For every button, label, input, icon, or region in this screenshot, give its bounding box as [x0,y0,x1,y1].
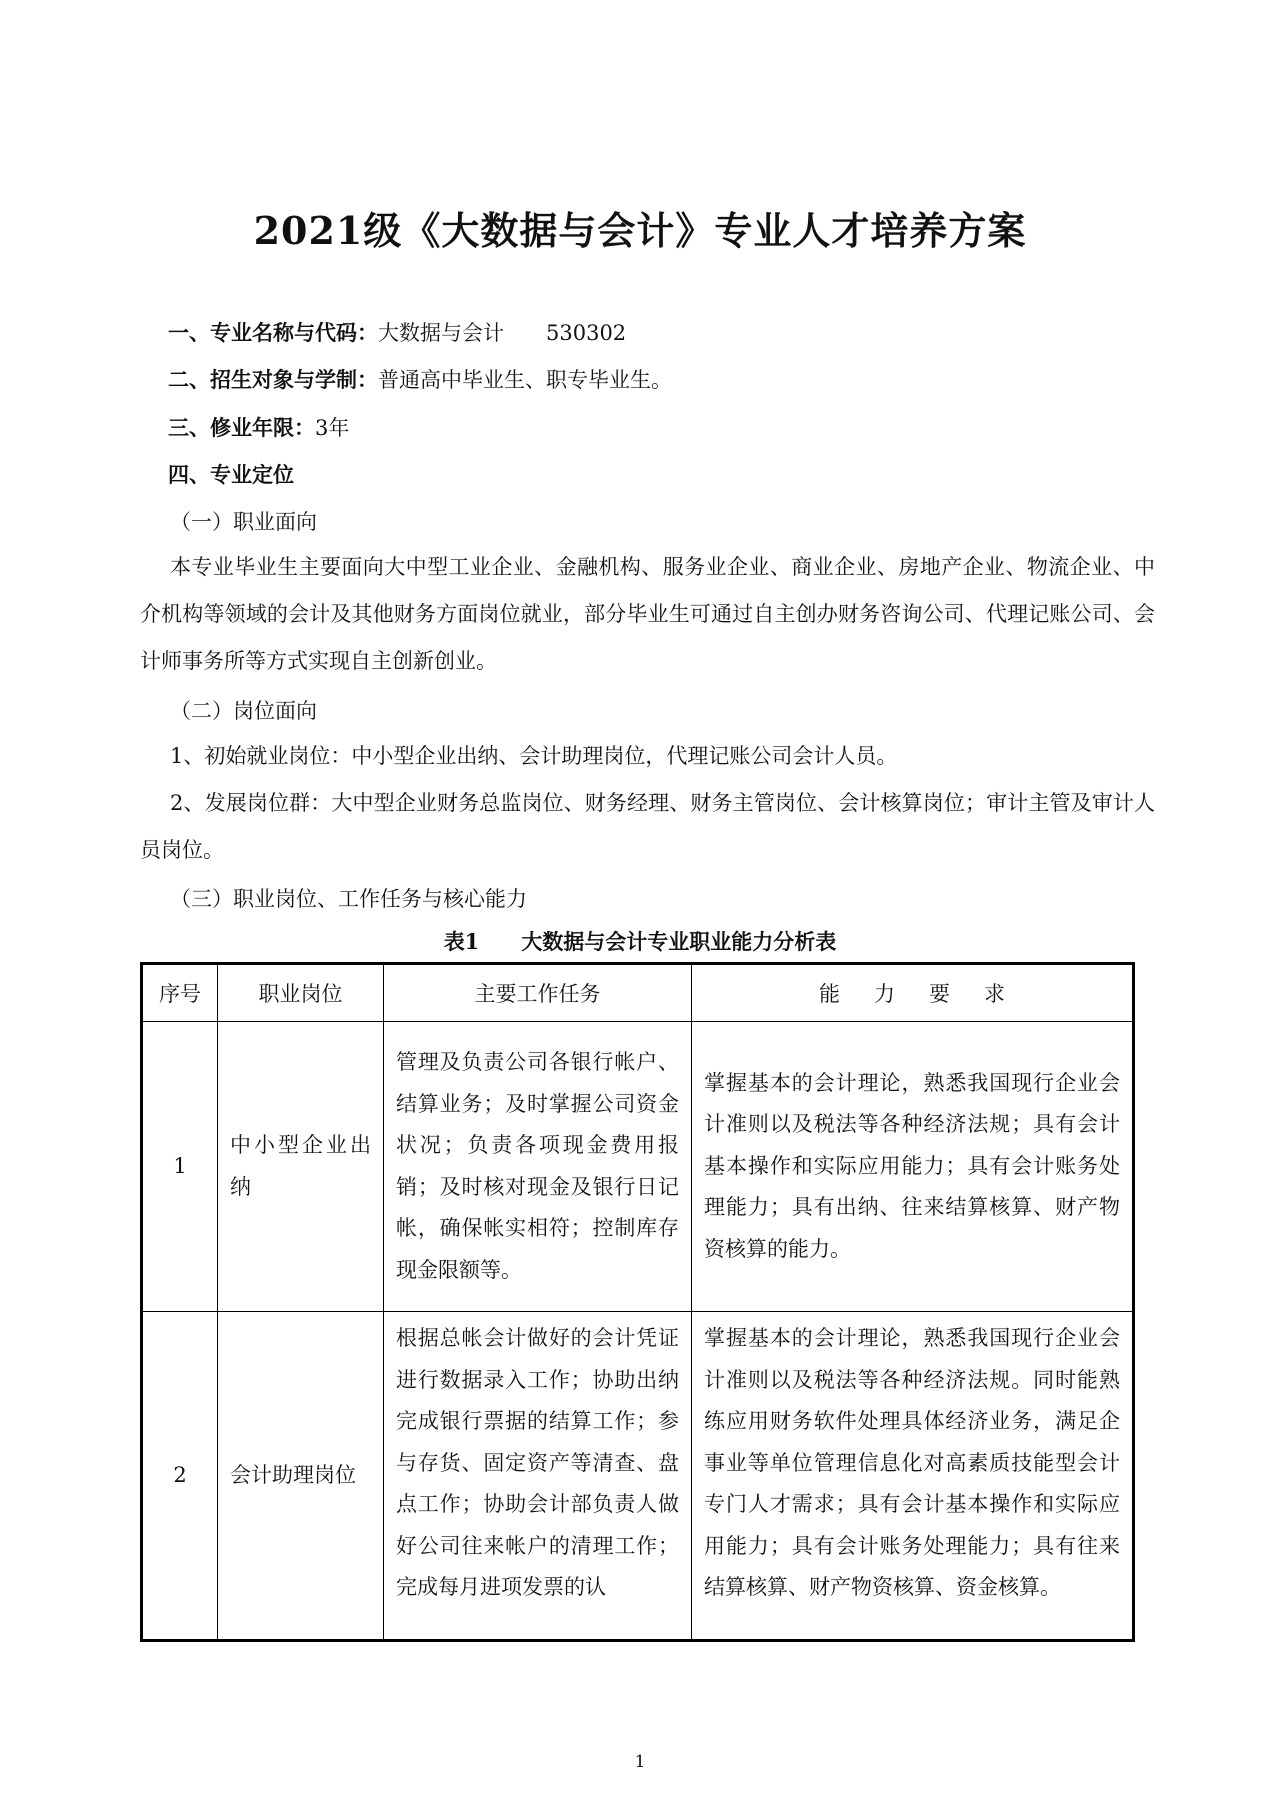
table-caption-number: 表1 [443,929,480,954]
subheading-posts: （二）岗位面向 [170,699,317,723]
section-label: 一、专业名称与代码： [168,320,378,345]
subheading-tasks: （三）职业岗位、工作任务与核心能力 [170,887,527,911]
subheading-career: （一）职业面向 [170,510,317,534]
section-years [168,412,349,442]
header-abilities: 能力要求 [692,964,1134,1022]
posts-item-2: 2、发展岗位群：大中型企业财务总监岗位、财务经理、财务主管岗位、会计核算岗位；审计主管及审计人员岗位。 [140,791,1155,862]
major-name: 大数据与会计 [378,321,504,345]
table-row [142,1022,1134,1312]
table-caption [0,926,1280,956]
posts-item-1: 1、初始就业岗位：中小型企业出纳、会计助理岗位，代理记账公司会计人员。 [170,744,898,768]
cell-tasks: 根据总帐会计做好的会计凭证进行数据录入工作；协助出纳完成银行票据的结算工作；参与存货、固定资产等清查、盘点工作；协助会计部负责人做好公司往来帐户的清理工作；完成每月进项发票的认 [384,1312,692,1641]
page-number: 1 [634,1752,646,1772]
section-name-code [168,317,626,347]
section-value: 普通高中毕业生、职专毕业生。 [378,368,672,392]
header-no: 序号 [142,964,218,1022]
table-row [142,1312,1134,1641]
ability-table [140,962,1135,1642]
cell-position: 中小型企业出纳 [218,1022,384,1312]
section-enroll [168,364,672,394]
cell-tasks: 管理及负责公司各银行帐户、结算业务；及时掌握公司资金状况；负责各项现金费用报销；及时核对现金及银行日记帐，确保帐实相符；控制库存现金限额等。 [384,1022,692,1312]
cell-abilities: 掌握基本的会计理论，熟悉我国现行企业会计准则以及税法等各种经济法规；具有会计基本操作和实际应用能力；具有会计账务处理能力；具有出纳、往来结算核算、财产物资核算的能力。 [692,1022,1134,1312]
header-position: 职业岗位 [218,964,384,1022]
document-title: 2021级《大数据与会计》专业人才培养方案 [253,208,1027,253]
career-paragraph: 本专业毕业生主要面向大中型工业企业、金融机构、服务业企业、商业企业、房地产企业、物流企业、中介机构等领域的会计及其他财务方面岗位就业，部分毕业生可通过自主创办财务咨询公司、代理记账公司、会计师事务所等方式实现自主创新创业。 [140,555,1155,673]
cell-position: 会计助理岗位 [218,1312,384,1641]
section-label: 二、招生对象与学制： [168,367,378,392]
section-label: 三、修业年限： [168,415,315,440]
table-header-row [142,964,1134,1022]
header-tasks: 主要工作任务 [384,964,692,1022]
cell-abilities: 掌握基本的会计理论，熟悉我国现行企业会计准则以及税法等各种经济法规。同时能熟练应用财务软件处理具体经济业务，满足企事业等单位管理信息化对高素质技能型会计专门人才需求；具有会计基本操作和实际应用能力；具有会计账务处理能力；具有往来结算核算、财产物资核算、资金核算。 [692,1312,1134,1641]
section-value: 3年 [315,416,350,440]
cell-no: 2 [142,1312,218,1641]
major-code: 530302 [546,321,627,345]
section-positioning: 四、专业定位 [168,462,294,487]
cell-no: 1 [142,1022,218,1312]
table-caption-title: 大数据与会计专业职业能力分析表 [521,929,837,954]
